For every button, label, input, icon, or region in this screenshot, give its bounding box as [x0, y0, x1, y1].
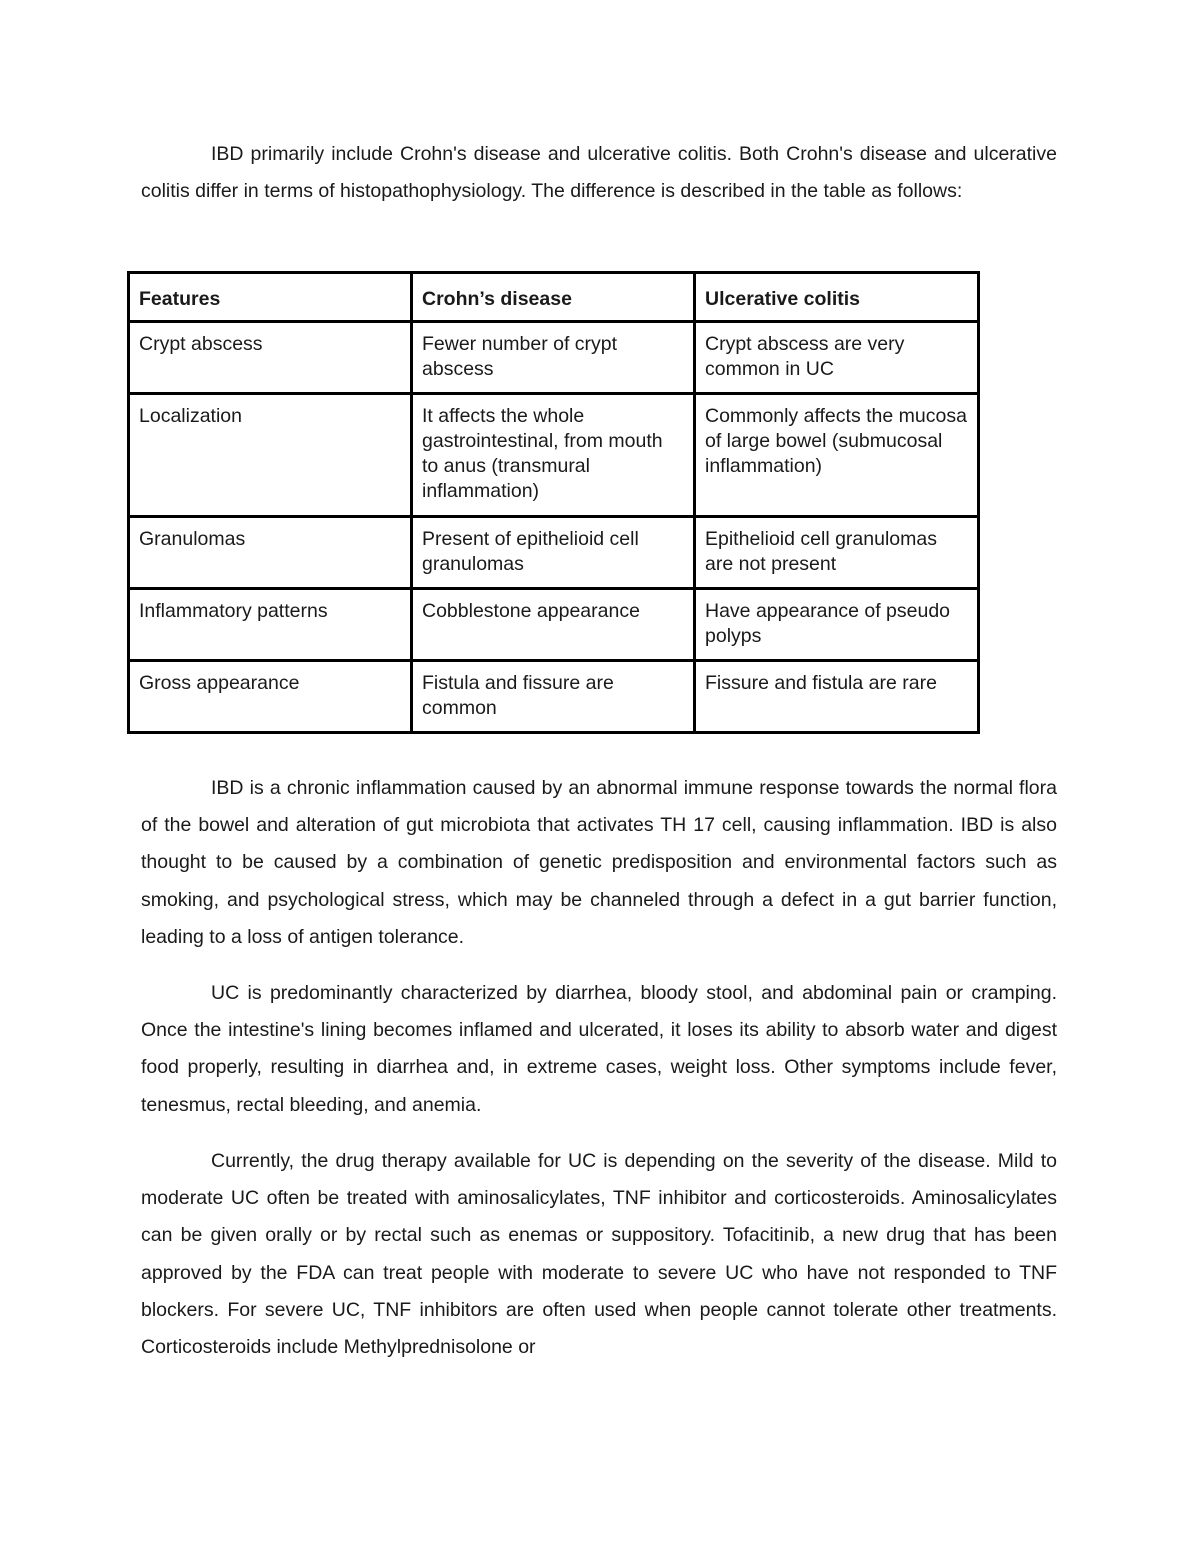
table-row — [129, 589, 979, 661]
table-row — [129, 322, 979, 394]
table-cell-crohns: Fistula and fissure are common — [412, 661, 695, 733]
symptoms-paragraph: UC is predominantly characterized by diarrhea, bloody stool, and abdominal pain or cramping. Once the intestine's lining becomes inflamed and ulcerated, it loses its ability to absorb water and digest food properly, resulting in diarrhea and, in extreme cases, weight loss. Other symptoms include fever, tenesmus, rectal bleeding, and anemia. — [141, 982, 1057, 1116]
therapy-paragraph: Currently, the drug therapy available for UC is depending on the severity of the disease. Mild to moderate UC often be treated with aminosalicylates, TNF inhibitor and corticosteroids. Aminosalicylates can be given orally or by rectal such as enemas or suppository. Tofacitinib, a new drug that has been approved by the FDA can treat people with moderate to severe UC who have not responded to TNF blockers. For severe UC, TNF inhibitors are often used when people cannot tolerate other treatments. Corticosteroids include Methylprednisolone or — [141, 1150, 1057, 1359]
table-cell-uc: Epithelioid cell granulomas are not present — [695, 517, 979, 589]
table-row — [129, 661, 979, 733]
table-cell-uc: Have appearance of pseudo polyps — [695, 589, 979, 661]
header-features: Features — [129, 273, 412, 322]
header-crohns: Crohn’s disease — [412, 273, 695, 322]
intro-paragraph: IBD primarily include Crohn's disease and ulcerative colitis. Both Crohn's disease and ulcerative colitis differ in terms of histopathophysiology. The difference is described in the table as follows: — [141, 143, 1057, 203]
table-cell-feature: Gross appearance — [129, 661, 412, 733]
header-uc: Ulcerative colitis — [695, 273, 979, 322]
table-cell-crohns: Cobblestone appearance — [412, 589, 695, 661]
table-cell-uc: Fissure and fistula are rare — [695, 661, 979, 733]
table-cell-feature: Inflammatory patterns — [129, 589, 412, 661]
table-cell-uc: Commonly affects the mucosa of large bowel (submucosal inflammation) — [695, 394, 979, 517]
table-cell-feature: Localization — [129, 394, 412, 517]
table-cell-feature: Crypt abscess — [129, 322, 412, 394]
comparison-table — [127, 271, 980, 734]
table-cell-uc: Crypt abscess are very common in UC — [695, 322, 979, 394]
table-cell-crohns: Fewer number of crypt abscess — [412, 322, 695, 394]
table-cell-feature: Granulomas — [129, 517, 412, 589]
etiology-paragraph: IBD is a chronic inflammation caused by an abnormal immune response towards the normal flora of the bowel and alteration of gut microbiota that activates TH 17 cell, causing inflammation. IBD is also thought to be caused by a combination of genetic predisposition and environmental factors such as smoking, and psychological stress, which may be channeled through a defect in a gut barrier function, leading to a loss of antigen tolerance. — [141, 777, 1057, 948]
table-row — [129, 517, 979, 589]
table-cell-crohns: Present of epithelioid cell granulomas — [412, 517, 695, 589]
table-cell-crohns: It affects the whole gastrointestinal, from mouth to anus (transmural inflammation) — [412, 394, 695, 517]
table-header-row — [129, 273, 979, 322]
table-row — [129, 394, 979, 517]
